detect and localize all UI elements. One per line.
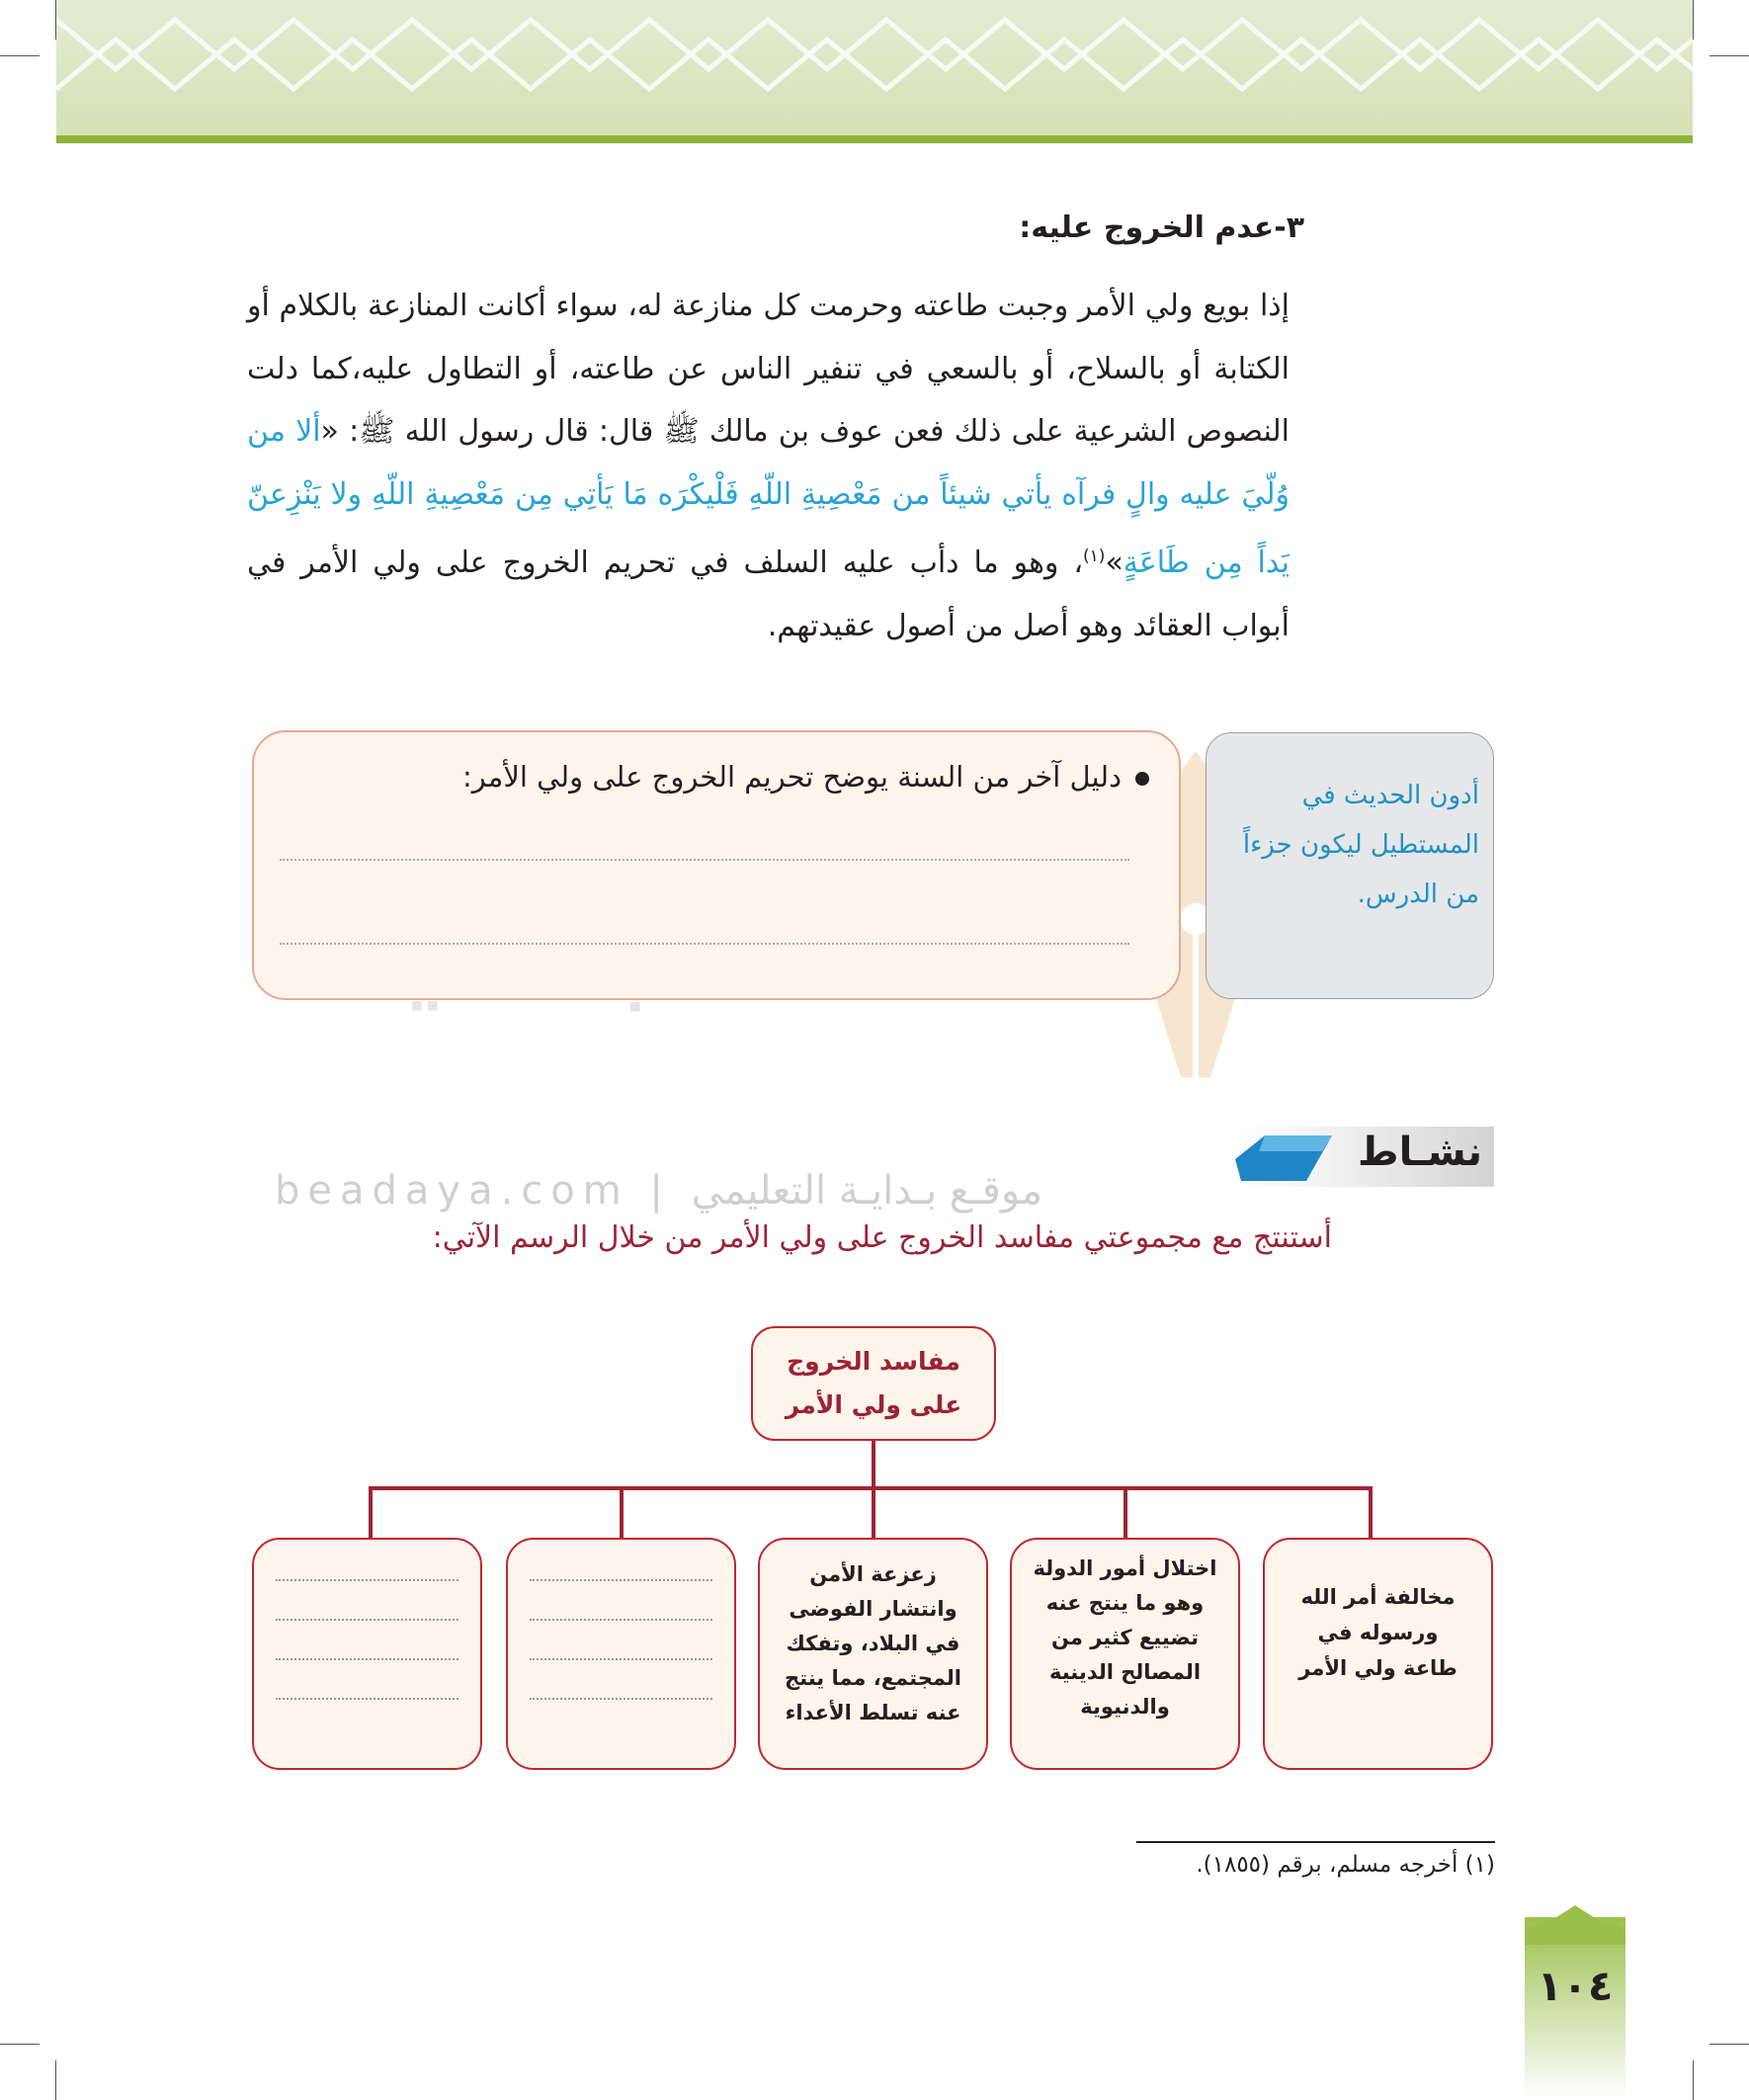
diagram-leaf-2 — [1010, 1538, 1240, 1770]
crop-mark — [0, 55, 40, 56]
footnote-rule — [1136, 1841, 1495, 1843]
root-line-1: مفاسد الخروج — [787, 1347, 960, 1376]
activity-prompt: أستنتج مع مجموعتي مفاسد الخروج على ولي الأمر من خلال الرسم الآتي: — [432, 1220, 1332, 1255]
connector — [872, 1441, 875, 1488]
diagram-leaf-4 — [506, 1538, 736, 1770]
header-ornament — [56, 0, 1693, 135]
section-heading: ٣-عدم الخروج عليه: — [1019, 210, 1304, 245]
crop-mark — [1693, 0, 1694, 40]
paragraph-text: إذا بويع ولي الأمر وجبت طاعته وحرمت كل منازعة له، سواء أكانت المنازعة بالكلام أو الكتابة أو بالسلاح، أو بالسعي في تنفير الناس عن طاعته، أو التطاول عليه،كما دلت النصوص الشرعية على ذلك فعن عوف بن مالك ﷺ قال: قال رسول الله ﷺ: « — [247, 289, 1290, 449]
connector — [369, 1486, 373, 1538]
tab-arch-icon — [1525, 1905, 1625, 1945]
answer-line[interactable] — [530, 1658, 712, 1660]
header-rule — [56, 135, 1693, 143]
footnote: (١) أخرجه مسلم، برقم (١٨٥٥). — [1196, 1852, 1495, 1878]
lesson-paragraph — [247, 275, 1290, 657]
answer-box — [252, 730, 1181, 1000]
diagram-leaf-3 — [758, 1538, 988, 1770]
note-box: أدون الحديث في المستطيل ليكون جزءاً من الدرس. — [1206, 732, 1494, 999]
leaf-text: مخالفة أمر الله ورسوله في طاعة ولي الأمر — [1298, 1585, 1458, 1680]
crop-mark — [1709, 55, 1749, 56]
crop-mark — [1709, 2044, 1749, 2045]
watermark-url: beadaya.com | موقـع بـدايـة التعليمي — [275, 1168, 1043, 1214]
answer-line[interactable] — [280, 943, 1129, 945]
diagram-leaf-5 — [252, 1538, 482, 1770]
answer-line[interactable] — [276, 1698, 458, 1700]
leaf-text: زعزعة الأمن وانتشار الفوضى في البلاد، وتفكك المجتمع، مما ينتج عنه تسلط الأعداء — [784, 1562, 962, 1724]
bullet-icon — [1135, 772, 1149, 786]
diagram-root — [751, 1326, 996, 1441]
crop-mark — [1693, 2060, 1694, 2100]
answer-prompt — [462, 760, 1149, 794]
connector — [620, 1486, 624, 1538]
answer-line[interactable] — [530, 1579, 712, 1581]
answer-line[interactable] — [276, 1579, 458, 1581]
crop-mark — [55, 2060, 56, 2100]
answer-line[interactable] — [276, 1658, 458, 1660]
footnote-marker: (١) — [1083, 546, 1106, 566]
diagram-leaf-1 — [1263, 1538, 1493, 1770]
page-number: ١٠٤ — [1537, 1962, 1614, 2010]
crop-mark — [0, 2044, 40, 2045]
hadith-close: » — [1105, 546, 1124, 580]
leaf-text: اختلال أمور الدولة وهو ما ينتج عنه تضييع كثير من المصالح الدينية والدنيوية — [1033, 1556, 1217, 1719]
paragraph-text-2: ، وهو ما دأب عليه السلف في تحريم الخروج على ولي الأمر في أبواب العقائد وهو أصل من أصول عقيدتهم. — [247, 546, 1290, 643]
hadith-text: ألا من وُلّيَ عليه والٍ فرآه يأتي شيئاً من مَعْصِيةِ اللّهِ فَلْيكْرَه مَا يَأتِي مِن مَعْصِيةِ اللّهِ ولا يَنْزِعنّ يَداً مِن طَاعَةٍ — [247, 414, 1290, 580]
connector — [369, 1486, 1373, 1490]
answer-line[interactable] — [280, 859, 1129, 861]
connector — [1124, 1486, 1127, 1538]
answer-prompt-text: دليل آخر من السنة يوضح تحريم الخروج على ولي الأمر: — [462, 760, 1122, 794]
answer-line[interactable] — [530, 1698, 712, 1700]
blue-ribbon-icon — [1235, 1130, 1334, 1187]
root-line-2: على ولي الأمر — [785, 1390, 962, 1419]
connector — [872, 1486, 875, 1538]
answer-line[interactable] — [276, 1619, 458, 1621]
answer-line[interactable] — [530, 1619, 712, 1621]
activity-title: نشـاط — [1358, 1130, 1482, 1175]
connector — [1369, 1486, 1373, 1538]
